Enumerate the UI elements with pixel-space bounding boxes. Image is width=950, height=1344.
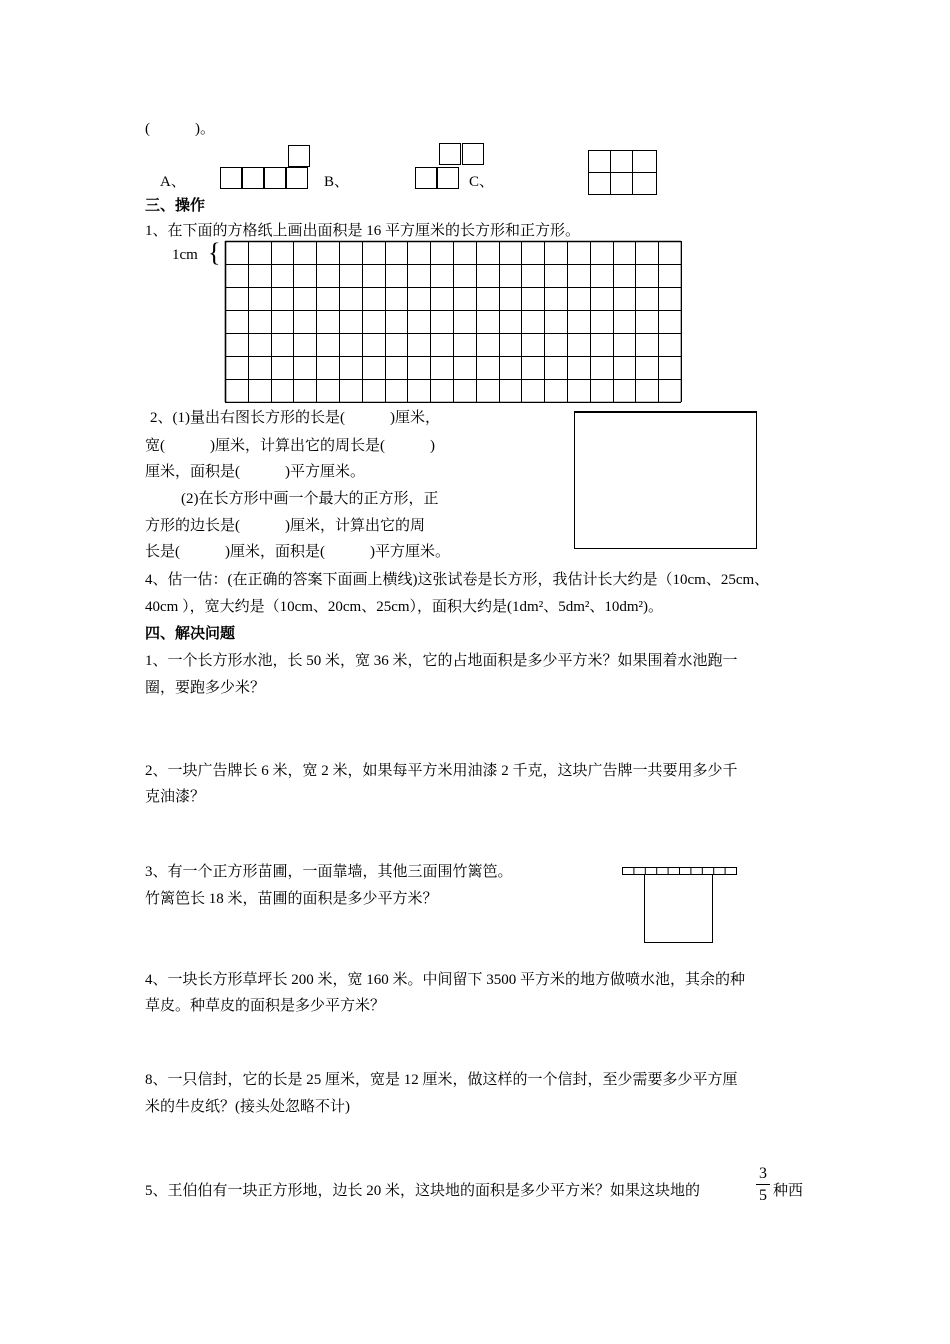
problem-5-text: 5、王伯伯有一块正方形地，边长 20 米，这块地的面积是多少平方米？如果这块地的: [145, 1183, 701, 1199]
operation-1-text: 1、在下面的方格纸上画出面积是 16 平方厘米的长方形和正方形。: [145, 223, 581, 239]
problem-1-line-1: 1、一个长方形水池，长 50 米，宽 36 米，它的占地面积是多少平方米？如果围着水池跑一: [145, 653, 738, 669]
square-grid-paper: [224, 240, 682, 403]
operation-2-line-4: (2)在长方形中画一个最大的正方形，正: [181, 491, 439, 507]
rectangle-to-measure: [574, 411, 757, 549]
fraction-bar: [756, 1184, 770, 1185]
operation-2-line-1: 2、(1)量出右图长方形的长是( )厘米，: [150, 410, 440, 426]
question-blank-line: ( )。: [145, 121, 215, 137]
operation-2-line-5: 方形的边长是( )厘米，计算出它的周: [145, 518, 425, 534]
problem-5-tail: 种西: [773, 1183, 804, 1199]
brace-icon: {: [208, 238, 221, 267]
problem-1-line-2: 圈，要跑多少米？: [145, 680, 266, 696]
nursery-wall-figure: [620, 864, 740, 946]
operation-4-line-2: 40cm ），宽大约是（10cm、20cm、25cm），面积大约是(1dm²、5dm²、10dm²)。: [145, 599, 664, 615]
problem-8-line-2: 米的牛皮纸？(接头处忽略不计): [145, 1099, 350, 1115]
option-a-label: A、: [160, 174, 186, 190]
problem-4-line-1: 4、一块长方形草坪长 200 米，宽 160 米。中间留下 3500 平方米的地方做喷水池，其余的种: [145, 972, 746, 988]
problem-2-line-2: 克油漆？: [145, 789, 206, 805]
section-4-title: 四、解决问题: [145, 626, 236, 642]
fraction-numerator: 3: [759, 1165, 767, 1182]
operation-2-line-3: 厘米，面积是( )平方厘米。: [145, 464, 365, 480]
problem-4-line-2: 草皮。种草皮的面积是多少平方米？: [145, 998, 386, 1014]
operation-2-line-6: 长是( )厘米，面积是( )平方厘米。: [145, 544, 450, 560]
fraction-denominator: 5: [759, 1187, 767, 1204]
option-c-label: C、: [469, 174, 495, 190]
problem-3-line-2: 竹篱笆长 18 米，苗圃的面积是多少平方米？: [145, 891, 438, 907]
operation-2-line-2: 宽( )厘米，计算出它的周长是( ): [145, 438, 435, 454]
problem-8-line-1: 8、一只信封，它的长是 25 厘米，宽是 12 厘米，做这样的一个信封，至少需要多少平方厘: [145, 1072, 738, 1088]
section-3-title: 三、操作: [145, 198, 206, 214]
operation-4-line-1: 4、估一估：(在正确的答案下面画上横线)这张试卷是长方形，我估计长大约是（10cm、25cm、: [145, 572, 770, 588]
grid-scale-label: 1cm: [172, 247, 198, 263]
problem-3-line-1: 3、有一个正方形苗圃，一面靠墙，其他三面围竹篱笆。: [145, 864, 513, 880]
option-b-label: B、: [324, 174, 350, 190]
problem-2-line-1: 2、一块广告牌长 6 米，宽 2 米，如果每平方米用油漆 2 千克，这块广告牌一共要用多少千: [145, 763, 738, 779]
